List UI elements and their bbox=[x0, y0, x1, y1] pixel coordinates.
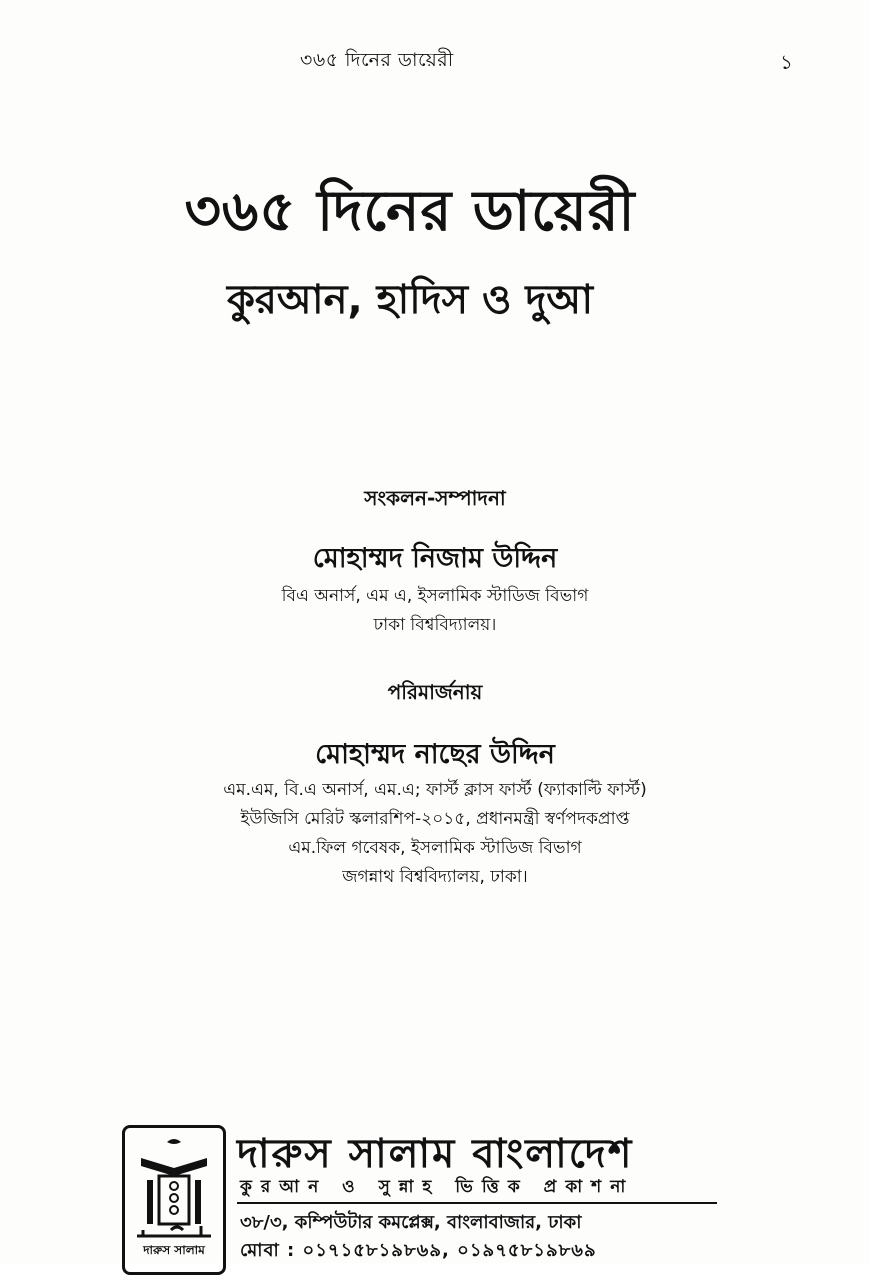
reviewer-detail-line: ইউজিসি মেরিট স্কলারশিপ-২০১৫, প্রধানমন্ত্রী স্বর্ণপদকপ্রাপ্ত bbox=[240, 809, 630, 829]
compiler-details bbox=[0, 582, 870, 640]
compiler-detail-line: ঢাকা বিশ্ববিদ্যালয়। bbox=[373, 615, 497, 635]
compiler-detail-line: বিএ অনার্স, এম এ, ইসলামিক স্টাডিজ বিভাগ bbox=[281, 586, 589, 606]
publisher-imprint bbox=[122, 1122, 722, 1263]
page-number: ১ bbox=[780, 50, 793, 74]
publisher-address: ৩৮/৩, কম্পিউটার কমপ্লেক্স, বাংলাবাজার, ঢাকা bbox=[240, 1212, 582, 1233]
book-subtitle: কুরআন, হাদিস ও দুআ bbox=[226, 277, 594, 323]
compiler-name: মোহাম্মদ নিজাম উদ্দিন bbox=[312, 543, 558, 574]
reviewer-role: পরিমার্জনায় bbox=[387, 680, 483, 704]
compiler-name-block bbox=[0, 538, 870, 583]
reviewer-name: মোহাম্মদ নাছের উদ্দিন bbox=[315, 739, 555, 770]
reviewer-section bbox=[0, 678, 870, 711]
reviewer-name-block bbox=[0, 734, 870, 779]
publisher-divider bbox=[237, 1202, 717, 1204]
compiler-role: সংকলন-সম্পাদনা bbox=[364, 486, 506, 510]
reviewer-details bbox=[0, 776, 870, 892]
logo-caption: দারুস সালাম bbox=[143, 1243, 205, 1257]
reviewer-detail-line: এম.ফিল গবেষক, ইসলামিক স্টাডিজ বিভাগ bbox=[288, 838, 582, 858]
publisher-tagline: কুরআন ও সুন্নাহ ভিত্তিক প্রকাশনা bbox=[240, 1177, 635, 1197]
compiler-section bbox=[0, 484, 870, 517]
publisher-phone: মোবা : ০১৭১৫৮১৯৮৬৯, ০১৯৭৫৮১৯৮৬৯ bbox=[240, 1240, 597, 1261]
reviewer-detail-line: এম.এম, বি.এ অনার্স, এম.এ; ফার্স্ট ক্লাস ফার্স্ট (ফ্যাকাল্টি ফার্স্ট) bbox=[223, 780, 647, 800]
reviewer-detail-line: জগন্নাথ বিশ্ববিদ্যালয়, ঢাকা। bbox=[342, 867, 528, 887]
running-header: ৩৬৫ দিনের ডায়েরী bbox=[300, 49, 454, 71]
book-title: ৩৬৫ দিনের ডায়েরী bbox=[184, 179, 636, 244]
publisher-logo bbox=[122, 1125, 226, 1275]
publisher-name: দারুস সালাম বাংলাদেশ bbox=[237, 1131, 634, 1177]
